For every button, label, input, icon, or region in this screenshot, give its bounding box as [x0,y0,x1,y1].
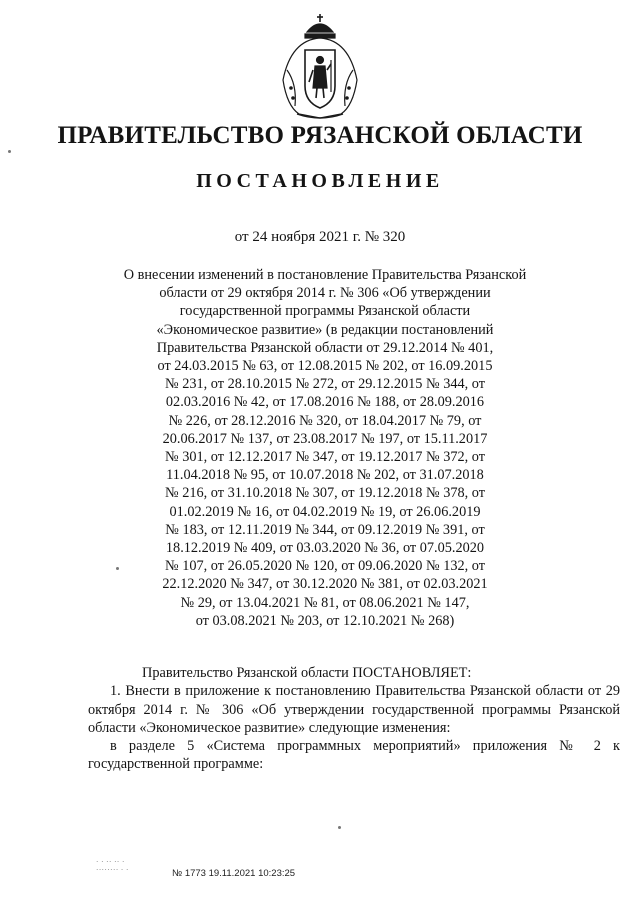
body-text [88,664,620,774]
subject-line: № 29, от 13.04.2021 № 81, от 08.06.2021 № 147, [180,594,470,611]
subject-line: № 183, от 12.11.2019 № 344, от 09.12.2019 № 391, от [165,521,485,538]
subject-line: 01.02.2019 № 16, от 04.02.2019 № 19, от 26.06.2019 [169,503,481,520]
subject-line: № 231, от 28.10.2015 № 272, от 29.12.2015 № 344, от [164,376,486,393]
subject-line: от 03.08.2021 № 203, от 12.10.2021 № 268) [195,612,455,629]
subject-line: 02.03.2016 № 42, от 17.08.2016 № 188, от 28.09.2016 [165,394,485,411]
scan-dot [8,150,11,153]
subject-line: 22.12.2020 № 347, от 30.12.2020 № 381, от 02.03.2021 [162,576,488,593]
government-title: ПРАВИТЕЛЬСТВО РЯЗАНСКОЙ ОБЛАСТИ [57,122,583,149]
date-number: от 24 ноября 2021 г. № 320 [234,229,406,245]
subject-line: Правительства Рязанской области от 29.12.2014 № 401, [156,339,494,356]
resolves-paragraph: Правительство Рязанской области ПОСТАНОВЛЯЕТ: [142,665,472,681]
subject-line: О внесении изменений в постановление Правительства Рязанской [123,267,527,283]
item-1-paragraph: 1. Внести в приложение к постановлению Правительства Рязанской области от 29 октября 2014 г. № 306 «Об утверждении государственной программы Рязанской области «Экономическое развитие» следующие изменения: [88,683,620,736]
subject-line: «Экономическое развитие» (в редакции постановлений [156,321,494,338]
item-1-sub-paragraph: в разделе 5 «Система программных мероприятий» приложения № 2 к государственной программе: [88,738,620,773]
document-type: ПОСТАНОВЛЕНИЕ [196,170,444,192]
scan-dot [116,567,119,570]
ryazan-coat-of-arms-icon [277,10,363,120]
subject-block [95,266,555,630]
faint-stamp-mark: · · ·· ·· · ········ · · [96,858,129,874]
subject-line: № 301, от 12.12.2017 № 347, от 19.12.2017 № 372, от [164,449,486,466]
subject-line: государственной программы Рязанской области [179,303,471,320]
subject-line: № 216, от 31.10.2018 № 307, от 19.12.2018 № 378, от [164,485,486,502]
subject-line: области от 29 октября 2014 г. № 306 «Об утверждении [159,285,491,302]
subject-line: от 24.03.2015 № 63, от 12.08.2015 № 202, от 16.09.2015 [157,358,493,375]
subject-line: № 226, от 28.12.2016 № 320, от 18.04.2017 № 79, от [168,412,482,429]
scan-dot [338,826,341,829]
registration-number: № 1773 19.11.2021 10:23:25 [172,868,296,879]
subject-line: 18.12.2019 № 409, от 03.03.2020 № 36, от 07.05.2020 [165,540,485,557]
subject-line: 20.06.2017 № 137, от 23.08.2017 № 197, от 15.11.2017 [162,430,488,447]
subject-line: 11.04.2018 № 95, от 10.07.2018 № 202, от 31.07.2018 [166,467,484,484]
subject-line: № 107, от 26.05.2020 № 120, от 09.06.2020 № 132, от [164,558,486,575]
